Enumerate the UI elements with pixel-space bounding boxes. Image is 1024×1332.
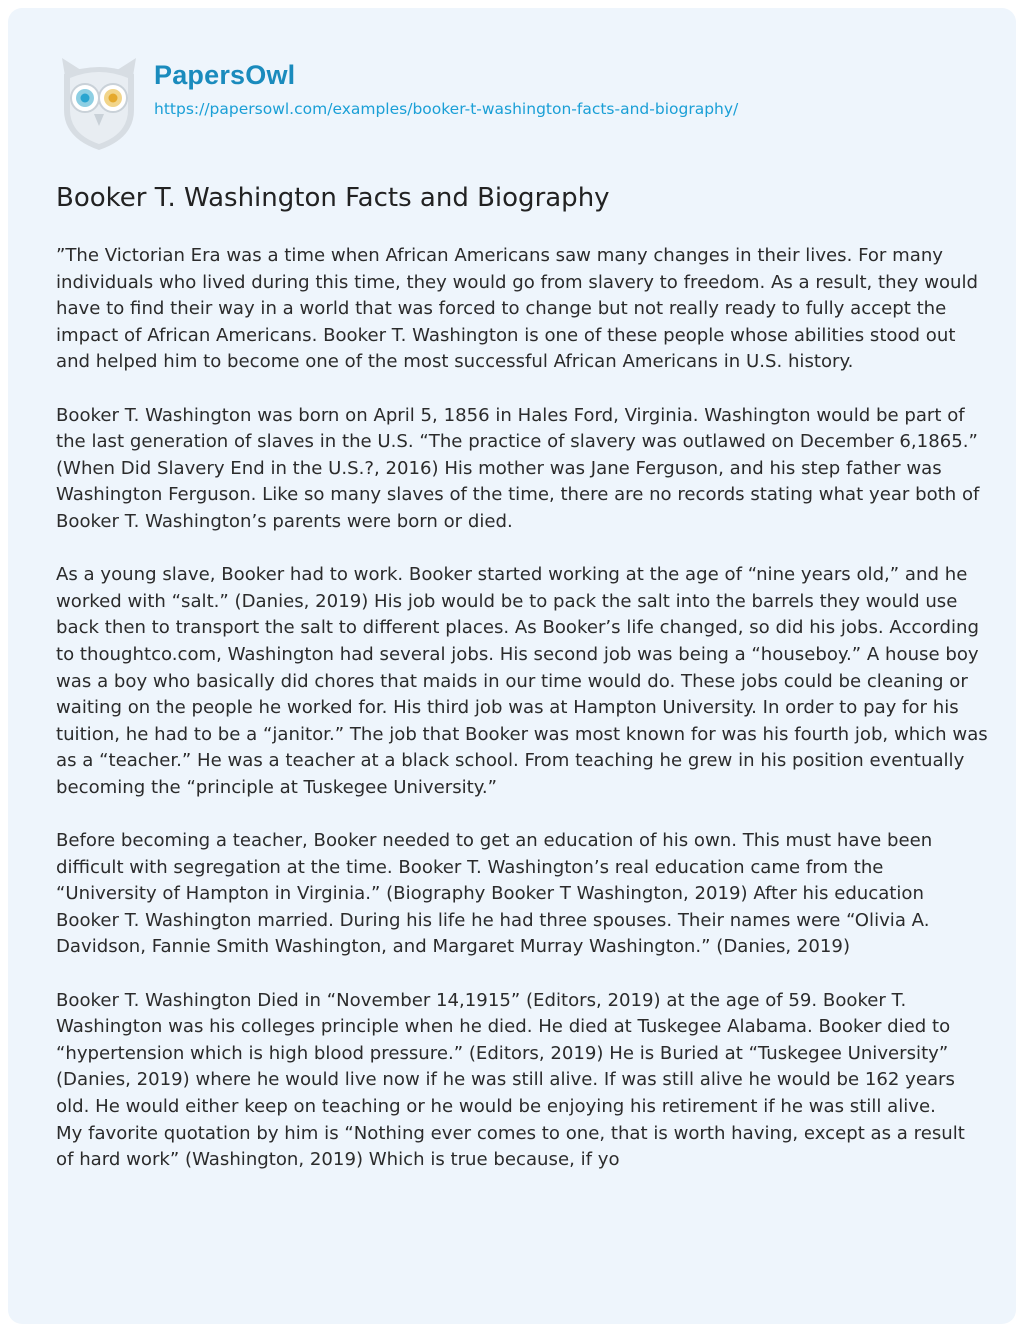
document-card: [8, 8, 1016, 1324]
source-url-link[interactable]: https://papersowl.com/examples/booker-t-washington-facts-and-biography/: [154, 100, 739, 118]
paragraph-3: As a young slave, Booker had to work. Booker started working at the age of “nine years old,” and he worked with “salt.” (Danies, 2019) His job would be to pack the salt into the barrels they would use back then to transport the salt to different places. As Booker’s life changed, so did his jobs. According to thoughtco.com, Washington had several jobs. His second job was being a “houseboy.” A house boy was a boy who basically did chores that maids in our time would do. These jobs could be cleaning or waiting on the people he worked for. His third job was at Hampton University. In order to pay for his tuition, he had to be a “janitor.” The job that Booker was most known for was his fourth job, which was as a “teacher.” He was a teacher at a black school. From teaching he grew in his position eventually becoming the “principle at Tuskegee University.”: [56, 564, 988, 798]
page-title: Booker T. Washington Facts and Biography: [56, 183, 610, 213]
owl-logo-icon[interactable]: [56, 52, 142, 152]
site-header: [56, 48, 738, 148]
document-body: [56, 243, 988, 1174]
paragraph-5: Booker T. Washington Died in “November 14,1915” (Editors, 2019) at the age of 59. Booker T. Washington was his colleges principle when he died. He died at Tuskegee Alabama. Booker died to “hypertension which is high blood pressure.” (Editors, 2019) He is Buried at “Tuskegee University” (Danies, 2019) where he would live now if he was still alive. If was still alive he would be 162 years old. He would either keep on teaching or he would be enjoying his retirement if he was still alive.: [56, 989, 955, 1117]
paragraph-2: Booker T. Washington was born on April 5, 1856 in Hales Ford, Virginia. Washington would be part of the last generation of slaves in the U.S. “The practice of slavery was outlawed on December 6,1865.” (When Did Slavery End in the U.S.?, 2016) His mother was Jane Ferguson, and his step father was Washington Ferguson. Like so many slaves of the time, there are no records stating what year both of Booker T. Washington’s parents were born or died.: [56, 404, 980, 532]
paragraph-1: ”The Victorian Era was a time when African Americans saw many changes in their lives. For many individuals who lived during this time, they would go from slavery to freedom. As a result, they would have to find their way in a world that was forced to change but not really ready to fully accept the impact of African Americans. Booker T. Washington is one of these people whose abilities stood out and helped him to become one of the most successful African Americans in U.S. history.: [56, 245, 979, 373]
brand-name[interactable]: PapersOwl: [154, 60, 296, 90]
paragraph-6: My favorite quotation by him is “Nothing ever comes to one, that is worth having, except as a result of hard work” (Washington, 2019) Which is true because, if yo: [56, 1122, 965, 1171]
brand-block: [154, 58, 738, 119]
paragraph-4: Before becoming a teacher, Booker needed to get an education of his own. This must have been difficult with segregation at the time. Booker T. Washington’s real education came from the “University of Hampton in Virginia.” (Biography Booker T Washington, 2019) After his education Booker T. Washington married. During his life he had three spouses. Their names were “Olivia A. Davidson, Fannie Smith Washington, and Margaret Murray Washington.” (Danies, 2019): [56, 830, 933, 958]
